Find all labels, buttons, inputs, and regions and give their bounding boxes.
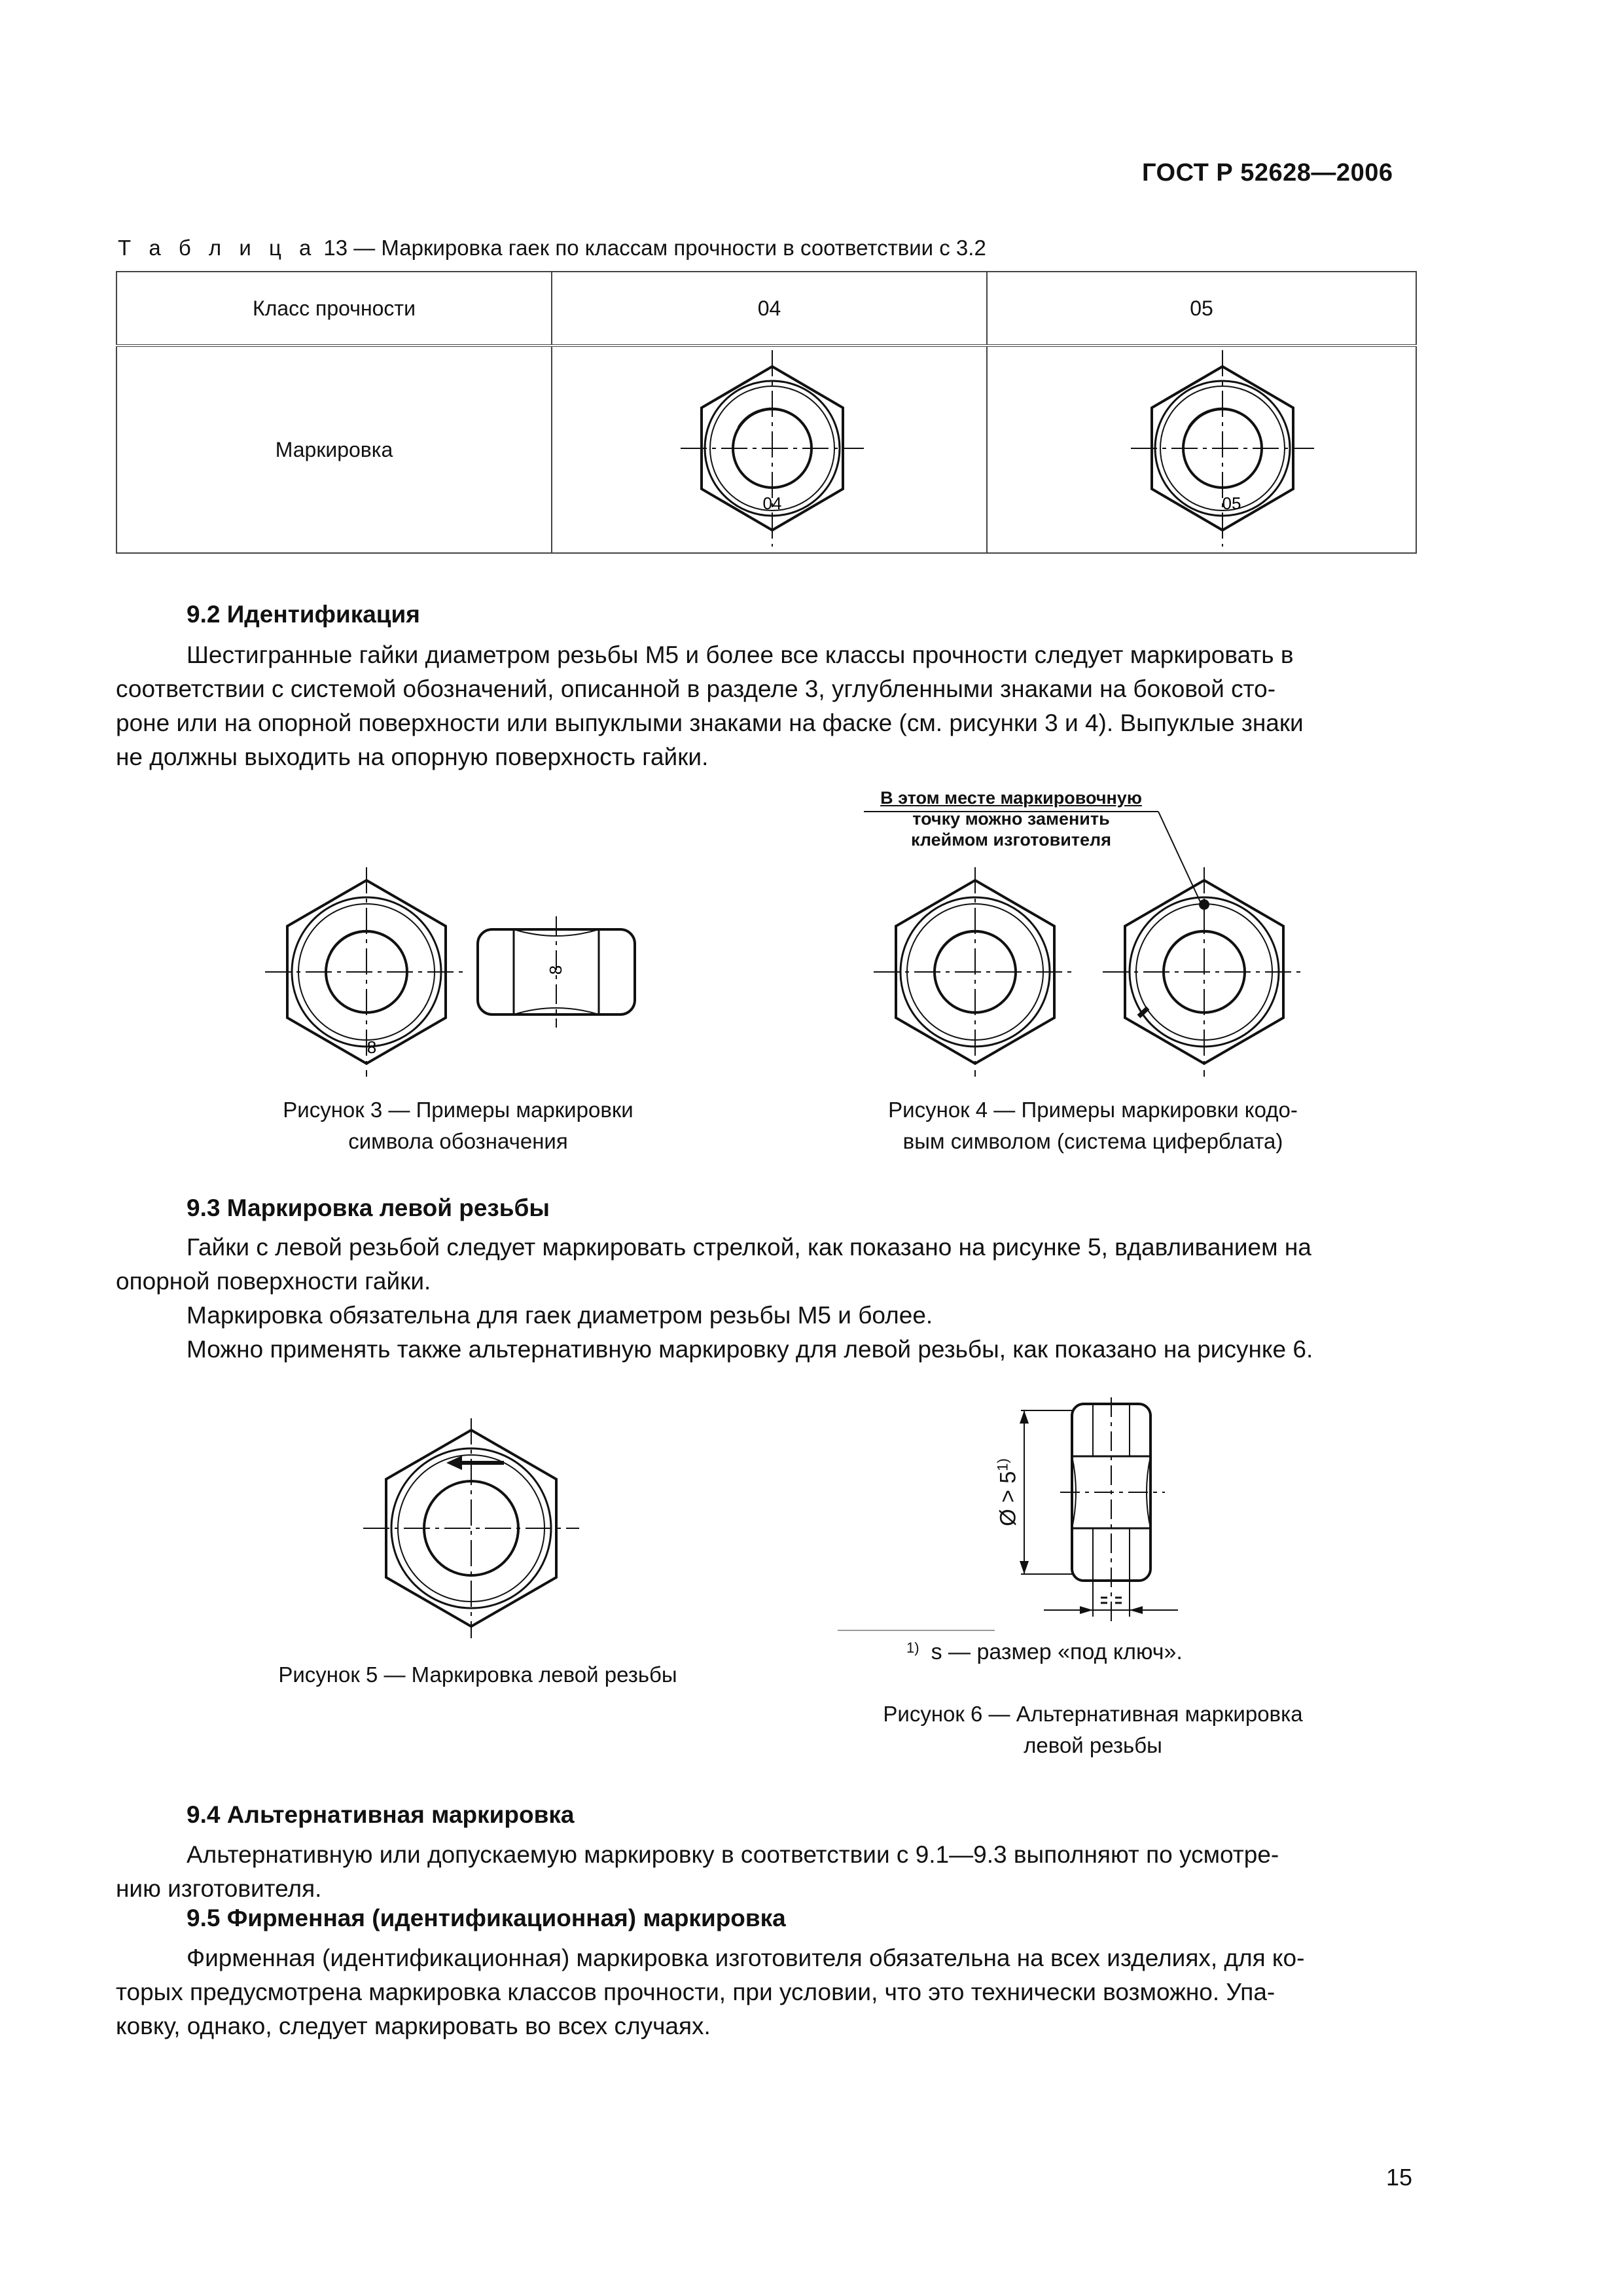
section-9-5-text [116, 1941, 1416, 2043]
left-arrow-icon [446, 1456, 504, 1470]
section-9-3-p3: Можно применять также альтернативную маркировку для левой резьбы, как показано на рисунке 6. [187, 1336, 1313, 1363]
figure-6-footnote [906, 1640, 1183, 1665]
figure-4-caption-line1: Рисунок 4 — Примеры маркировки кодо- [888, 1098, 1298, 1122]
section-9-2-text [116, 638, 1416, 774]
figure-4-callout-line2: точку можно заменить [912, 809, 1110, 829]
figure-6-dim-text: Ø > 5 [995, 1471, 1021, 1526]
figure-3-top-mark: 8 [366, 1037, 377, 1057]
figure-4-nut-right [1099, 864, 1309, 1080]
footnote-text: s — размер «под ключ». [931, 1640, 1183, 1664]
figure-6-dimension-label [988, 1446, 1027, 1538]
figure-4-caption-line2: вым символом (система циферблата) [902, 1129, 1283, 1153]
section-9-3-p2: Маркировка обязательна для гаек диаметром резьбы М5 и более. [187, 1302, 933, 1329]
figure-3-caption-line2: символа обозначения [348, 1129, 568, 1153]
nut-05-drawing [1124, 347, 1321, 550]
nut-04-drawing [674, 347, 870, 550]
page-number: 15 [1386, 2164, 1413, 2191]
figure-5-nut [360, 1417, 582, 1640]
figure-5-caption: Рисунок 5 — Маркировка левой резьбы [278, 1662, 677, 1687]
figure-6-dim-sup: 1) [994, 1458, 1011, 1471]
table-row-label: Маркировка [116, 346, 552, 553]
section-9-2-heading: 9.2 Идентификация [187, 601, 420, 628]
section-9-3-p1-line1: Гайки с левой резьбой следует маркировать стрелкой, как показано на рисунке 5, вдавливанием на [187, 1234, 1311, 1261]
section-9-2-line: не должны выходить на опорную поверхность гайки. [116, 744, 709, 770]
figure-4-callout-line1: В этом месте маркировочную [880, 788, 1142, 808]
table-caption-text: 13 — Маркировка гаек по классам прочности в соответствии с 3.2 [323, 236, 986, 260]
section-9-2-line: роне или на опорной поверхности или выпуклыми знаками на фаске (см. рисунки 3 и 4). Выпуклые знаки [116, 709, 1304, 736]
section-9-4-heading: 9.4 Альтернативная маркировка [187, 1801, 575, 1828]
figure-3-caption [229, 1094, 687, 1157]
nut-05-label: 05 [1222, 493, 1241, 513]
figure-3-nut-top [262, 864, 471, 1080]
footnote-rule [838, 1630, 995, 1631]
section-9-4-line1: Альтернативную или допускаемую маркировку в соответствии с 9.1—9.3 выполняют по усмотре- [187, 1841, 1279, 1868]
nut-04-label: 04 [762, 493, 782, 513]
section-9-3-text [116, 1230, 1416, 1367]
marking-dot [1199, 899, 1209, 910]
footnote-mark: 1) [906, 1640, 919, 1656]
figure-4-nut-left [870, 864, 1080, 1080]
section-9-2-line: соответствии с системой обозначений, описанной в разделе 3, углубленными знаками на боковой сто- [116, 675, 1276, 702]
table-caption-label: Т а б л и ц а [118, 236, 317, 260]
figure-4-caption [825, 1094, 1361, 1157]
section-9-2-line: Шестигранные гайки диаметром резьбы М5 и более все классы прочности следует маркировать в [187, 641, 1294, 668]
figure-4-callout-line3: клеймом изготовителя [911, 830, 1111, 850]
figure-6-caption-line1: Рисунок 6 — Альтернативная маркировка [883, 1702, 1303, 1726]
section-9-5-line2: торых предусмотрена маркировка классов прочности, при условии, что это технически возможно. Упа- [116, 1979, 1275, 2005]
table-caption [118, 236, 986, 260]
figure-6-caption [825, 1698, 1361, 1761]
section-9-5-line1: Фирменная (идентификационная) маркировка изготовителя обязательна на всех изделиях, для ко- [187, 1945, 1305, 1971]
table-header-05: 05 [987, 272, 1416, 346]
section-9-4-text [116, 1838, 1416, 1906]
figure-3-nut-side [474, 916, 638, 1028]
figure-6-caption-line2: левой резьбы [1024, 1733, 1162, 1757]
figure-3-side-mark: 8 [546, 965, 565, 975]
section-9-3-heading: 9.3 Маркировка левой резьбы [187, 1194, 550, 1221]
figure-3-caption-line1: Рисунок 3 — Примеры маркировки [283, 1098, 633, 1122]
table-header-class: Класс прочности [116, 272, 552, 346]
section-9-3-p1-line2: опорной поверхности гайки. [116, 1268, 431, 1295]
table-header-04: 04 [552, 272, 987, 346]
document-code: ГОСТ Р 52628—2006 [1142, 159, 1393, 187]
section-9-5-heading: 9.5 Фирменная (идентификационная) маркировка [187, 1905, 786, 1931]
section-9-4-line2: нию изготовителя. [116, 1875, 322, 1902]
section-9-5-line3: ковку, однако, следует маркировать во всех случаях. [116, 2013, 711, 2039]
